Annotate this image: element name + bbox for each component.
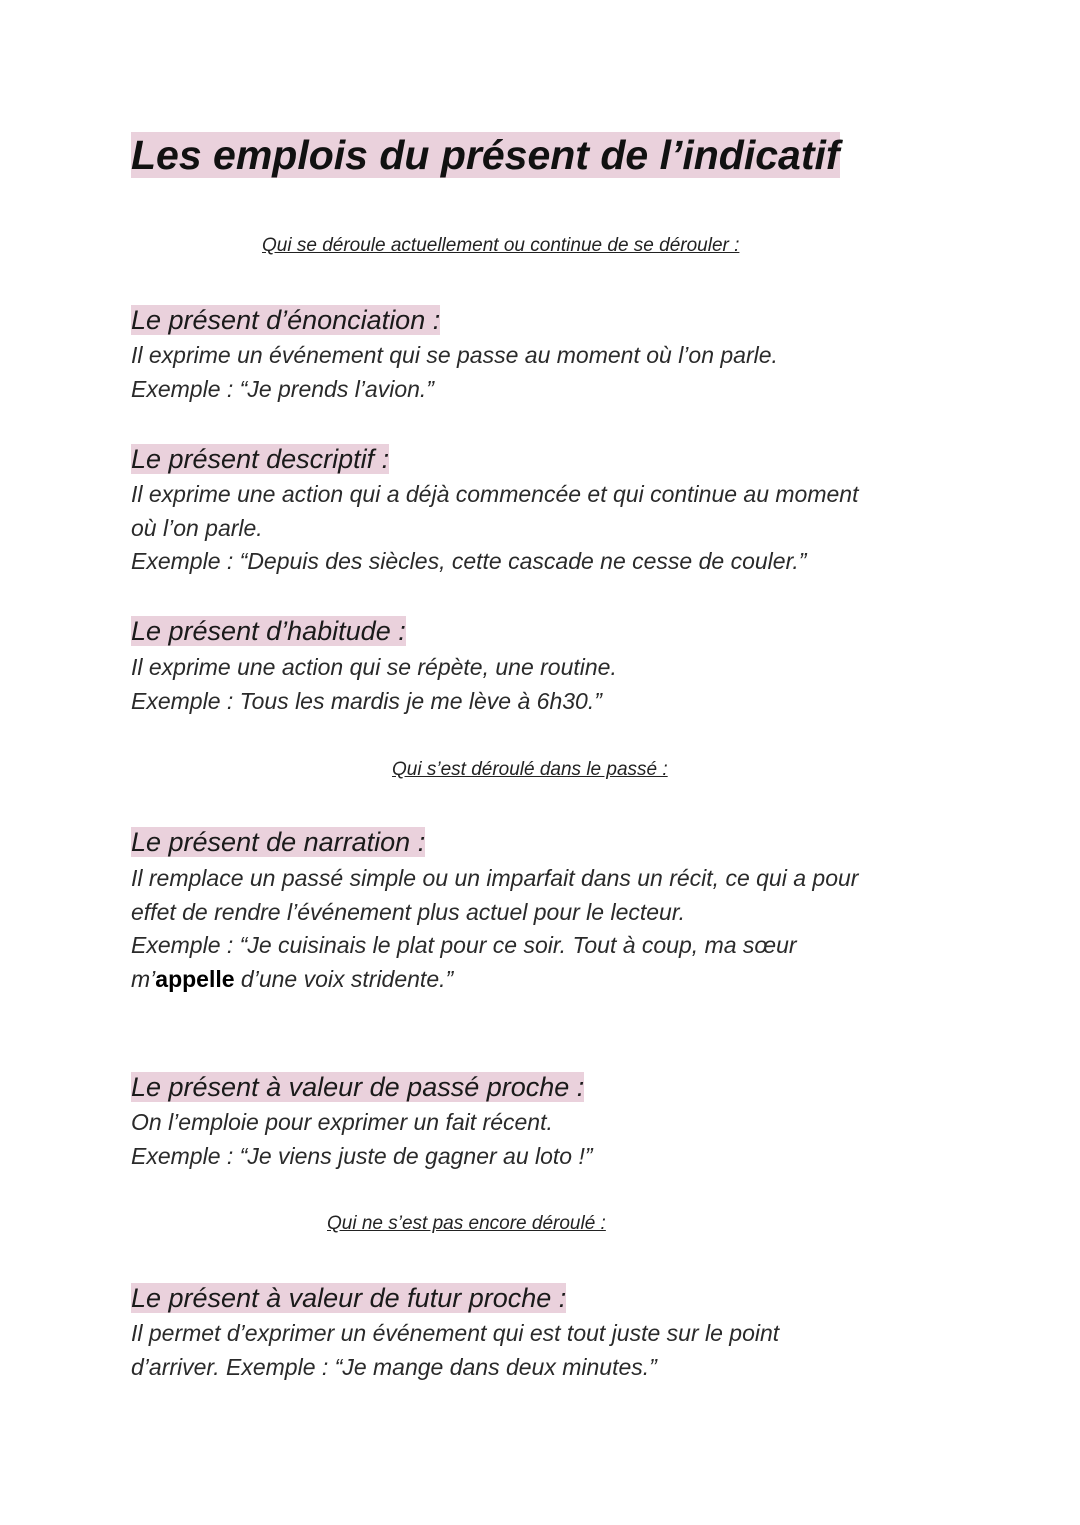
section-heading-text: Le présent de narration : [131,827,426,857]
example-line: Exemple : “Je cuisinais le plat pour ce soir. Tout à coup, ma sœur [131,932,797,958]
section-body-passe-proche [131,1106,593,1173]
text-after: d’une voix stridente.” [234,965,454,992]
section-heading-passe-proche [131,1069,584,1105]
body-line: Il permet d’exprimer un événement qui est tout juste sur le point [131,1320,780,1346]
section-heading-narration [131,824,425,860]
body-line: d’arriver. Exemple : “Je mange dans deux minutes.” [131,1353,657,1380]
body-line: Il exprime un événement qui se passe au moment où l’on parle. [131,342,778,368]
body-line: Il remplace un passé simple ou un imparfait dans un récit, ce qui a pour [131,865,859,891]
page-title [131,130,840,181]
section-body-habitude [131,651,617,718]
example-line-end [131,963,858,997]
text-before: m’ [131,965,156,992]
body-line: où l’on parle. [131,514,263,541]
example-line: Exemple : Tous les mardis je me lève à 6h30.” [131,687,602,714]
section-body-descriptif [131,478,858,579]
section-heading-habitude [131,613,406,649]
section-heading-enonciation [131,302,440,338]
section-heading-text: Le présent à valeur de passé proche : [131,1072,585,1102]
section-heading-descriptif [131,441,389,477]
section-heading-text: Le présent d’habitude : [131,616,406,646]
section-body-narration [131,862,858,996]
group-heading-future: Qui ne s’est pas encore déroulé : [327,1213,606,1234]
section-body-futur-proche [131,1317,779,1384]
body-line: Il exprime une action qui a déjà commencée et qui continue au moment [131,481,859,507]
group-heading-current: Qui se déroule actuellement ou continue de se dérouler : [262,235,740,256]
section-heading-text: Le présent d’énonciation : [131,305,441,335]
section-body-enonciation [131,339,778,406]
section-heading-text: Le présent à valeur de futur proche : [131,1283,567,1313]
body-line: effet de rendre l’événement plus actuel pour le lecteur. [131,898,686,925]
body-line: On l’emploie pour exprimer un fait récent. [131,1109,553,1135]
example-line: Exemple : “Je viens juste de gagner au loto !” [131,1142,593,1169]
emphasized-verb: appelle [155,965,235,992]
example-line: Exemple : “Depuis des siècles, cette cascade ne cesse de couler.” [131,548,807,574]
page-title-text: Les emplois du présent de l’indicatif [131,132,840,178]
section-heading-text: Le présent descriptif : [131,444,390,474]
example-line: Exemple : “Je prends l’avion.” [131,375,434,402]
body-line: Il exprime une action qui se répète, une routine. [131,654,617,680]
group-heading-past: Qui s’est déroulé dans le passé : [392,759,668,780]
section-heading-futur-proche [131,1280,566,1316]
